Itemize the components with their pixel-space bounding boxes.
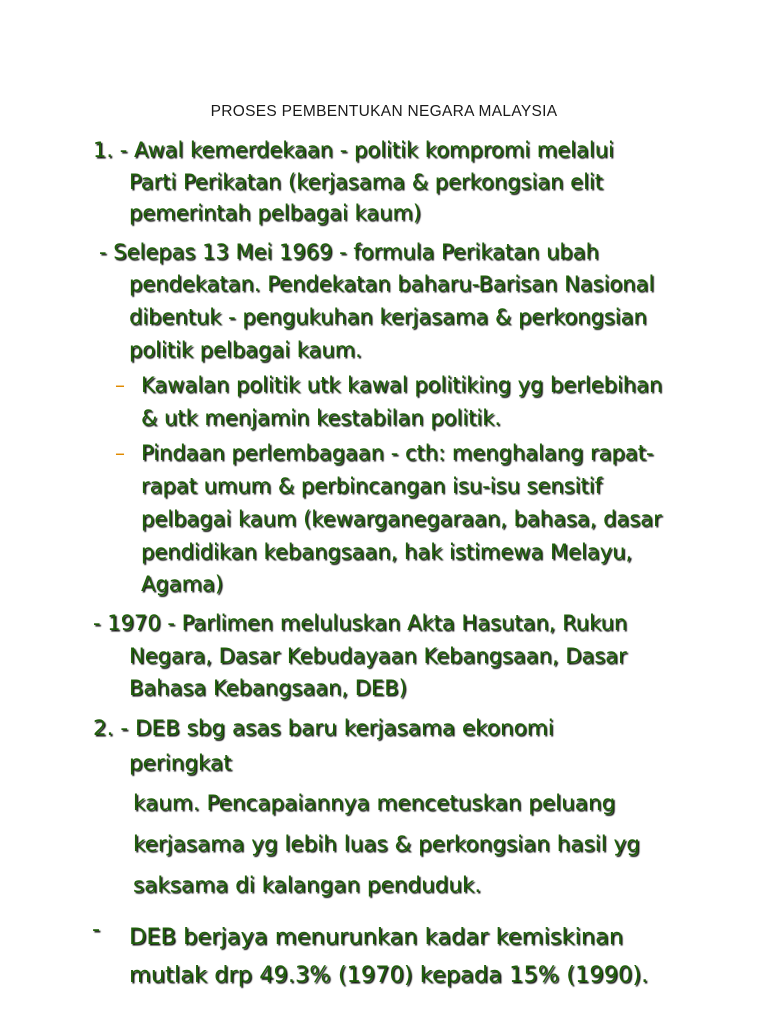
text-line: Pindaan perlembagaan - cth: menghalang rapat- bbox=[141, 441, 654, 465]
text-line: rapat umum & perbincangan isu-isu sensitif bbox=[141, 474, 602, 498]
text-line: mutlak drp 49.3% (1970) kepada 15% (1990). bbox=[129, 962, 649, 988]
text-line: 1. - Awal kemerdekaan - politik kompromi melalui bbox=[93, 138, 614, 162]
bullet-dash: – bbox=[115, 441, 125, 465]
bullet-dash: – bbox=[115, 373, 125, 397]
text-line: pemerintah pelbagai kaum) bbox=[129, 201, 422, 225]
text-line: Parti Perikatan (kerjasama & perkongsian elit bbox=[129, 170, 603, 194]
text-line: Agama) bbox=[141, 572, 224, 596]
text-line: 2. - DEB sbg asas baru kerjasama ekonomi bbox=[93, 716, 554, 741]
text-line: pelbagai kaum (kewarganegaraan, bahasa, dasar bbox=[141, 507, 662, 531]
text-line: Negara, Dasar Kebudayaan Kebangsaan, Dasar bbox=[129, 644, 627, 668]
text-line: pendidikan kebangsaan, hak istimewa Melayu, bbox=[141, 540, 633, 564]
text-line: Kawalan politik utk kawal politiking yg berlebihan bbox=[141, 373, 663, 397]
text-line: dibentuk - pengukuhan kerjasama & perkongsian bbox=[129, 305, 647, 329]
text-line: pendekatan. Pendekatan baharu-Barisan Nasional bbox=[129, 272, 655, 296]
text-line: Bahasa Kebangsaan, DEB) bbox=[129, 676, 407, 700]
bullet-dash: - bbox=[92, 916, 101, 942]
text-line: kaum. Pencapaiannya mencetuskan peluang bbox=[133, 791, 616, 816]
text-line: saksama di kalangan penduduk. bbox=[133, 873, 482, 898]
text-line: kerjasama yg lebih luas & perkongsian hasil yg bbox=[133, 832, 640, 857]
text-line: - Selepas 13 Mei 1969 - formula Perikatan ubah bbox=[99, 240, 599, 264]
text-line: politik pelbagai kaum. bbox=[129, 338, 362, 362]
text-line: DEB berjaya menurunkan kadar kemiskinan bbox=[129, 924, 624, 950]
text-line: & utk menjamin kestabilan politik. bbox=[141, 406, 502, 430]
text-line: peringkat bbox=[129, 751, 232, 776]
page-title: PROSES PEMBENTUKAN NEGARA MALAYSIA bbox=[210, 103, 558, 120]
text-line: - 1970 - Parlimen meluluskan Akta Hasutan, Rukun bbox=[93, 611, 628, 635]
